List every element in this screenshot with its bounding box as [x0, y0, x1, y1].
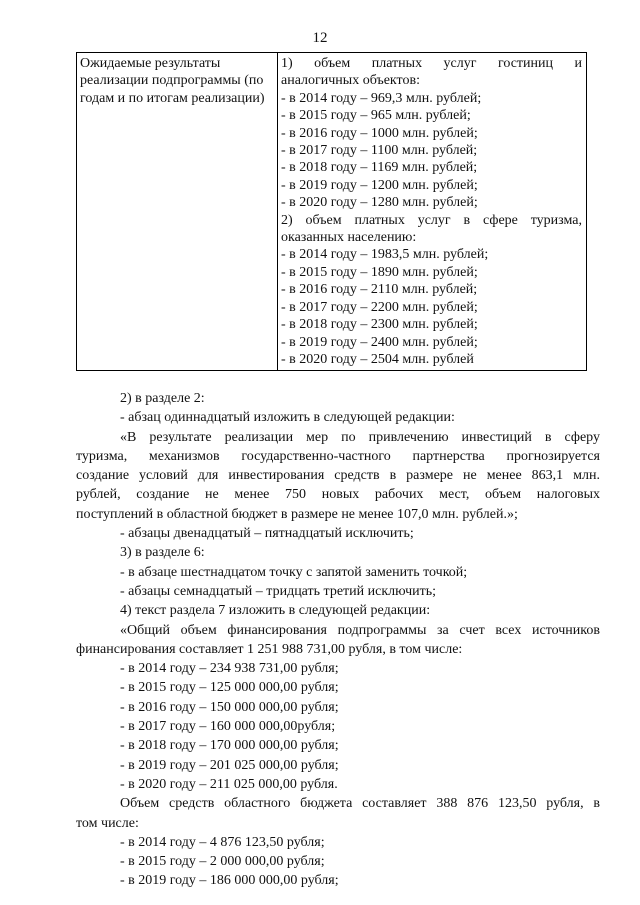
list-item: - в 2020 году – 2504 млн. рублей [281, 351, 474, 367]
list-item: - в 2016 году – 2110 млн. рублей; [281, 282, 478, 298]
group2-title: 2) объем платных услуг в сфере туризма, [281, 212, 582, 228]
list-item: - в 2020 году – 211 025 000,00 рубля. [120, 776, 338, 792]
expected-results-table [76, 52, 587, 371]
paragraph: - абзацы двенадцатый – пятнадцатый исключить; [120, 526, 414, 542]
group2-title-cont: оказанных населению: [281, 230, 417, 246]
list-item: - в 2019 году – 186 000 000,00 рубля; [120, 873, 339, 889]
regional-budget: Объем средств областного бюджета составляет 388 876 123,50 рубля, в [120, 796, 600, 812]
list-item: - в 2018 году – 2300 млн. рублей; [281, 317, 478, 333]
list-item: - в 2016 году – 150 000 000,00 рубля; [120, 699, 339, 715]
list-item: - в 2014 году – 969,3 млн. рублей; [281, 90, 482, 106]
document-body [76, 389, 600, 891]
page-number: 12 [312, 30, 328, 46]
list-item: - в 2017 году – 2200 млн. рублей; [281, 299, 478, 315]
list-item: - в 2019 году – 2400 млн. рублей; [281, 334, 478, 350]
list-item: - в 2015 году – 125 000 000,00 рубля; [120, 680, 339, 696]
group2-list [281, 246, 582, 368]
list-item: - в 2018 году – 170 000 000,00 рубля; [120, 738, 339, 754]
list-item: - в 2014 году – 234 938 731,00 рубля; [120, 661, 339, 677]
quote-line: рублей, создание не менее 750 новых рабочих мест, объем налоговых [76, 487, 600, 503]
list-item: - в 2015 году – 965 млн. рублей; [281, 108, 471, 124]
table-value-cell [278, 53, 587, 371]
list-item: - в 2019 году – 1200 млн. рублей; [281, 177, 478, 193]
list-item: - в 2017 году – 160 000 000,00рубля; [120, 719, 336, 735]
total-financing-cont: финансирования составляет 1 251 988 731,00 рубля, в том числе: [76, 641, 463, 657]
list-item: - в 2016 году – 1000 млн. рублей; [281, 125, 478, 141]
table-row [77, 53, 587, 371]
total-financing-list [76, 659, 600, 794]
group1-title: 1) объем платных услуг гостиниц и [281, 56, 582, 71]
paragraph: - абзацы семнадцатый – тридцать третий исключить; [120, 583, 436, 599]
list-item: - в 2015 году – 2 000 000,00 рубля; [120, 854, 325, 870]
list-item: - в 2019 году – 201 025 000,00 рубля; [120, 757, 339, 773]
total-financing: «Общий объем финансирования подпрограммы за счет всех источников [120, 622, 600, 638]
item-section-7: 4) текст раздела 7 изложить в следующей редакции: [120, 603, 431, 619]
item-section-6: 3) в разделе 6: [120, 545, 205, 561]
list-item: - в 2020 году – 1280 млн. рублей; [281, 195, 478, 211]
quote-line: поступлений в областной бюджет в размере не менее 107,0 млн. рублей.»; [76, 506, 518, 522]
group1-list [281, 90, 582, 212]
paragraph: - в абзаце шестнадцатом точку с запятой заменить точкой; [120, 564, 468, 580]
item-section-2: 2) в разделе 2: [120, 391, 205, 406]
quote-line: «В результате реализации мер по привлечению инвестиций в сферу [120, 429, 600, 445]
regional-budget-list [76, 833, 600, 891]
group1-title-cont: аналогичных объектов: [281, 73, 420, 89]
quote-line: туризма, механизмов государственно-частного партнерства прогнозируется [76, 448, 600, 464]
list-item: - в 2018 году – 1169 млн. рублей; [281, 160, 478, 176]
quote-line: создание условий для инвестирования средств в размере не менее 863,1 млн. [76, 468, 600, 484]
paragraph: - абзац одиннадцатый изложить в следующей редакции: [120, 410, 455, 426]
list-item: - в 2014 году – 4 876 123,50 рубля; [120, 834, 325, 850]
table-label-cell: Ожидаемые результаты реализации подпрограммы (по годам и по итогам реализации) [77, 53, 278, 371]
list-item: - в 2015 году – 1890 млн. рублей; [281, 264, 478, 280]
regional-budget-cont: том числе: [76, 815, 139, 831]
list-item: - в 2014 году – 1983,5 млн. рублей; [281, 247, 489, 263]
list-item: - в 2017 году – 1100 млн. рублей; [281, 143, 478, 159]
